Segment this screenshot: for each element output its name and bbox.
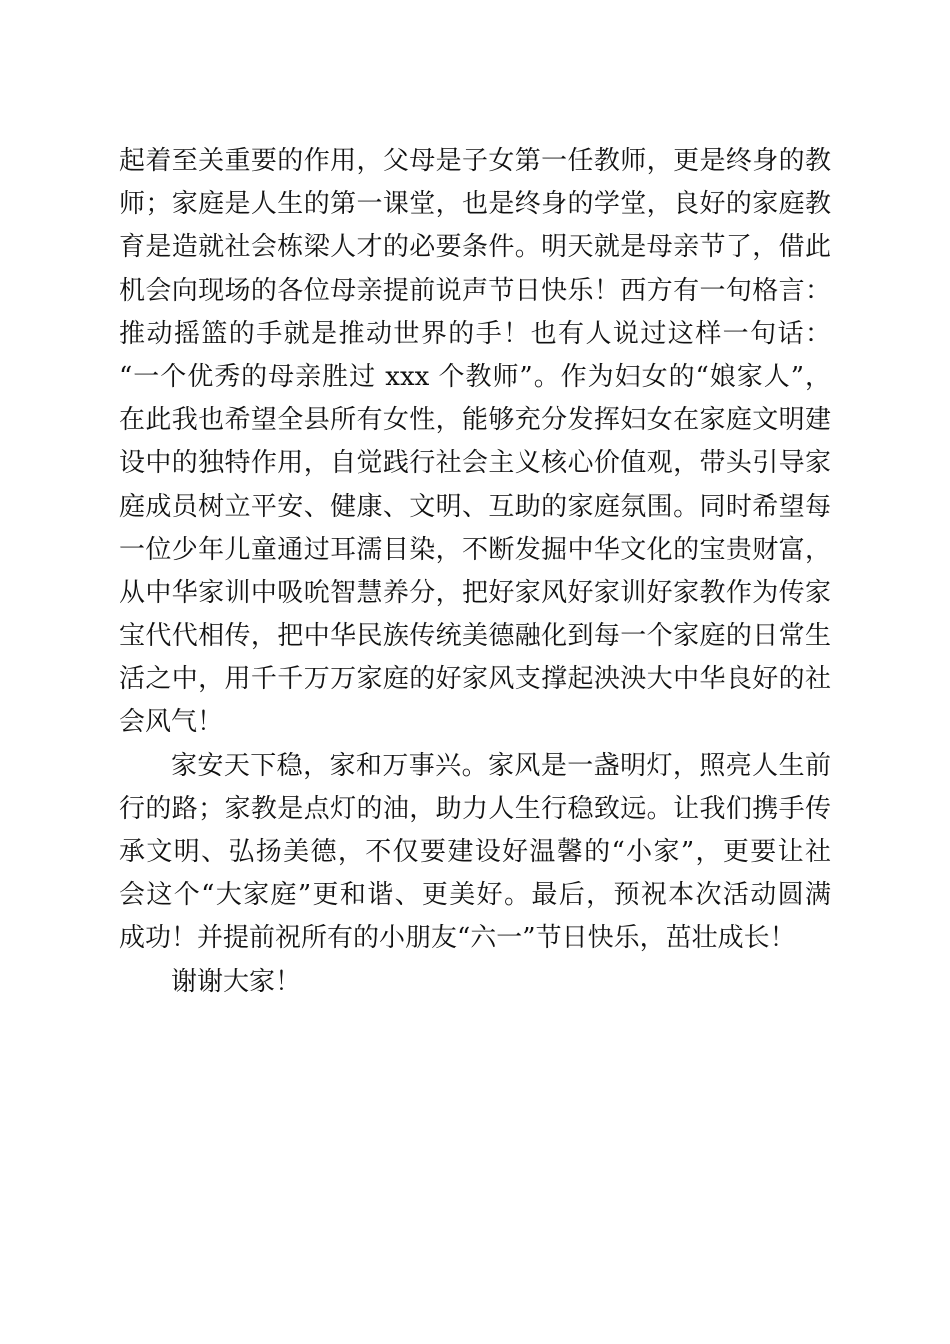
text-line: 设中的独特作用，自觉践行社会主义核心价值观，带头引导家 bbox=[119, 448, 831, 479]
text-line: 机会向现场的各位母亲提前说声节日快乐！西方有一句格言： bbox=[119, 275, 831, 306]
text-line: 育是造就社会栋梁人才的必要条件。明天就是母亲节了，借此 bbox=[119, 232, 831, 263]
paragraph-3 bbox=[119, 961, 831, 1004]
text-line: 会风气！ bbox=[119, 707, 224, 738]
text-line: 活之中，用千千万万家庭的好家风支撑起泱泱大中华良好的社 bbox=[119, 664, 831, 695]
text-line: 会这个“大家庭”更和谐、更美好。最后，预祝本次活动圆满 bbox=[119, 880, 831, 911]
document-body bbox=[119, 140, 831, 1004]
text-line: 成功！并提前祝所有的小朋友“六一”节日快乐，茁壮成长！ bbox=[119, 923, 796, 954]
text-line: 起着至关重要的作用，父母是子女第一任教师，更是终身的教 bbox=[119, 146, 831, 176]
text-line: 宝代代相传，把中华民族传统美德融化到每一个家庭的日常生 bbox=[119, 621, 831, 652]
text-line: “一个优秀的母亲胜过 xxx 个教师”。作为妇女的“娘家人”， bbox=[119, 361, 831, 392]
paragraph-1 bbox=[119, 140, 831, 745]
paragraph-2 bbox=[119, 745, 831, 961]
text-line: 行的路；家教是点灯的油，助力人生行稳致远。让我们携手传 bbox=[119, 793, 831, 824]
text-line: 在此我也希望全县所有女性，能够充分发挥妇女在家庭文明建 bbox=[119, 405, 831, 436]
text-line: 庭成员树立平安、健康、文明、互助的家庭氛围。同时希望每 bbox=[119, 491, 831, 522]
text-line: 一位少年儿童通过耳濡目染，不断发掘中华文化的宝贵财富， bbox=[119, 534, 831, 565]
text-line: 承文明、弘扬美德，不仅要建设好温馨的“小家”，更要让社 bbox=[119, 837, 831, 867]
closing-line: 谢谢大家！ bbox=[171, 966, 302, 997]
text-line: 家安天下稳，家和万事兴。家风是一盏明灯，照亮人生前 bbox=[171, 750, 831, 781]
text-line: 推动摇篮的手就是推动世界的手！也有人说过这样一句话： bbox=[119, 318, 831, 349]
text-line: 师；家庭是人生的第一课堂，也是终身的学堂，良好的家庭教 bbox=[119, 189, 831, 220]
text-line: 从中华家训中吸吮智慧养分，把好家风好家训好家教作为传家 bbox=[119, 577, 831, 608]
